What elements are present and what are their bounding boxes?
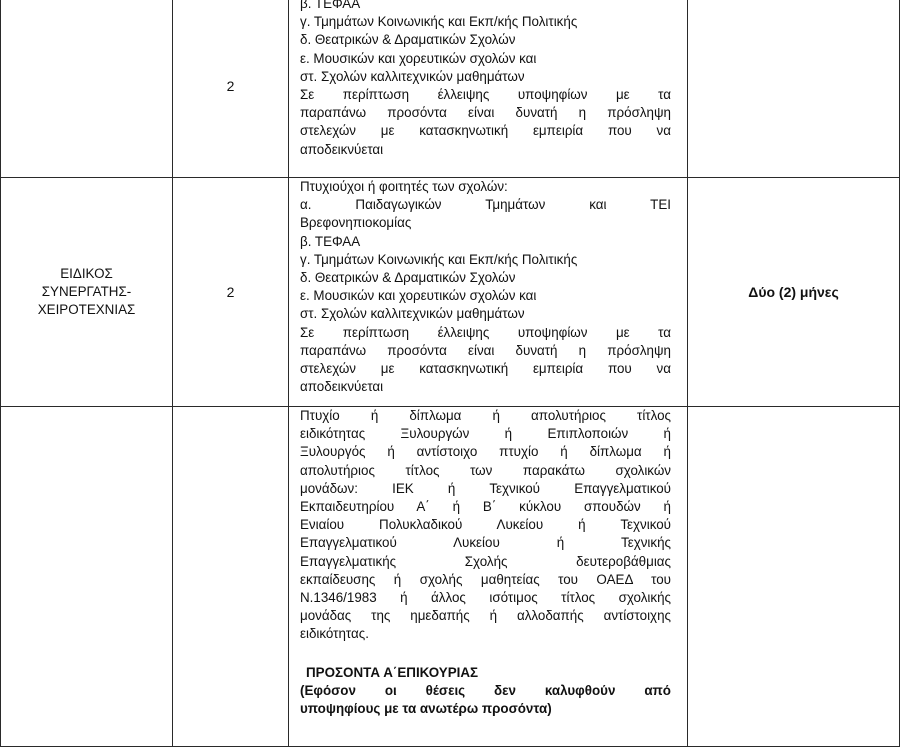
qualification-line: Εκπαιδευτηρίου Α΄ ή Β΄ κύκλου σπουδών ή (300, 499, 671, 515)
table-row (1, 178, 900, 407)
qualifications-cell (289, 178, 688, 407)
count-cell: 2 (173, 0, 289, 178)
qualification-line: στελεχών με κατασκηνωτική εμπειρία που να (300, 361, 671, 377)
qualification-line: ειδικότητας. (300, 626, 369, 642)
qualification-line: Πτυχίο ή δίπλωμα ή απολυτήριος τίτλος (300, 408, 671, 423)
qualification-line: β. ΤΕΦΑΑ (300, 233, 361, 249)
qualifications-cell (289, 0, 688, 178)
qualification-line: γ. Τμημάτων Κοινωνικής και Εκπ/κής Πολιτικής (300, 251, 578, 267)
section-heading: ΠΡΟΣΟΝΤΑ Α΄ΕΠΙΚΟΥΡΙΑΣ (306, 664, 479, 680)
qualification-line: αποδεικνύεται (300, 379, 384, 395)
qualification-line: απολυτήριος τίτλος των παρακάτω σχολικών (300, 462, 671, 478)
qualification-line: Ν.1346/1983 ή άλλος ισότιμος τίτλος σχολικής (300, 590, 671, 606)
qualifications-cell (289, 407, 688, 747)
qualification-line: παραπάνω προσόντα είναι δυνατή η πρόσληψη (300, 105, 671, 121)
qualification-line: β. ΤΕΦΑΑ (300, 0, 361, 11)
count-cell (173, 407, 289, 747)
qualification-line: Ξυλουργός ή αντίστοιχο πτυχίο ή δίπλωμα ή (300, 444, 671, 460)
qualification-line: Σε περίπτωση έλλειψης υποψηφίων με τα (300, 87, 671, 103)
qualification-line: (Εφόσον οι θέσεις δεν καλυφθούν από (300, 682, 671, 698)
qualification-line: δ. Θεατρικών & Δραματικών Σχολών (300, 270, 516, 286)
position-cell (1, 178, 173, 407)
qualification-line: Επαγγελματικού Λυκείου ή Τεχνικής (300, 535, 671, 551)
qualification-line: στ. Σχολών καλλιτεχνικών μαθημάτων (300, 306, 525, 322)
qualification-line: μονάδων: ΙΕΚ ή Τεχνικού Επαγγελματικού (300, 480, 671, 496)
qualification-line: παραπάνω προσόντα είναι δυνατή η πρόσληψη (300, 342, 671, 358)
qualification-line: Επαγγελματικής Σχολής δευτεροβάθμιας (300, 553, 671, 569)
position-name: ΣΥΝΕΡΓΑΤΗΣ- (41, 283, 132, 299)
qualification-line: ε. Μουσικών και χορευτικών σχολών και (300, 50, 537, 66)
position-name: ΕΙΔΙΚΟΣ (60, 265, 113, 281)
table-row (1, 0, 900, 178)
qualification-line: εκπαίδευσης ή σχολής μαθητείας του ΟΑΕΔ του (300, 571, 671, 587)
qualification-line: υποψηφίους με τα ανωτέρω προσόντα) (300, 701, 552, 717)
duration-cell: Δύο (2) μήνες (688, 178, 900, 407)
count-cell: 2 (173, 178, 289, 407)
qualification-line: Σε περίπτωση έλλειψης υποψηφίων με τα (300, 324, 671, 340)
qualification-line: Ενιαίου Πολυκλαδικού Λυκείου ή Τεχνικού (300, 517, 671, 533)
table-row (1, 407, 900, 747)
position-cell (1, 0, 173, 178)
qualification-line: ε. Μουσικών και χορευτικών σχολών και (300, 288, 537, 304)
qualification-line: δ. Θεατρικών & Δραματικών Σχολών (300, 32, 516, 48)
qualification-line: στελεχών με κατασκηνωτική εμπειρία που να (300, 123, 671, 139)
qualification-line: στ. Σχολών καλλιτεχνικών μαθημάτων (300, 68, 525, 84)
position-cell (1, 407, 173, 747)
qualification-line: μονάδας της ημεδαπής ή αλλοδαπής αντίστοιχης (300, 608, 671, 624)
qualification-line: ειδικότητας Ξυλουργών ή Επιπλοποιών ή (300, 426, 671, 442)
qualification-line: Βρεφονηπιοκομίας (300, 215, 412, 231)
duration-cell (688, 407, 900, 747)
duration-cell (688, 0, 900, 178)
qualification-line: Πτυχιούχοι ή φοιτητές των σχολών: (300, 179, 508, 194)
qualification-line: γ. Τμημάτων Κοινωνικής και Εκπ/κής Πολιτικής (300, 14, 578, 30)
qualification-line: α. Παιδαγωγικών Τμημάτων και ΤΕΙ (300, 197, 671, 213)
qualification-line: αποδεικνύεται (300, 141, 384, 157)
position-name: ΧΕΙΡΟΤΕΧΝΙΑΣ (37, 302, 136, 318)
